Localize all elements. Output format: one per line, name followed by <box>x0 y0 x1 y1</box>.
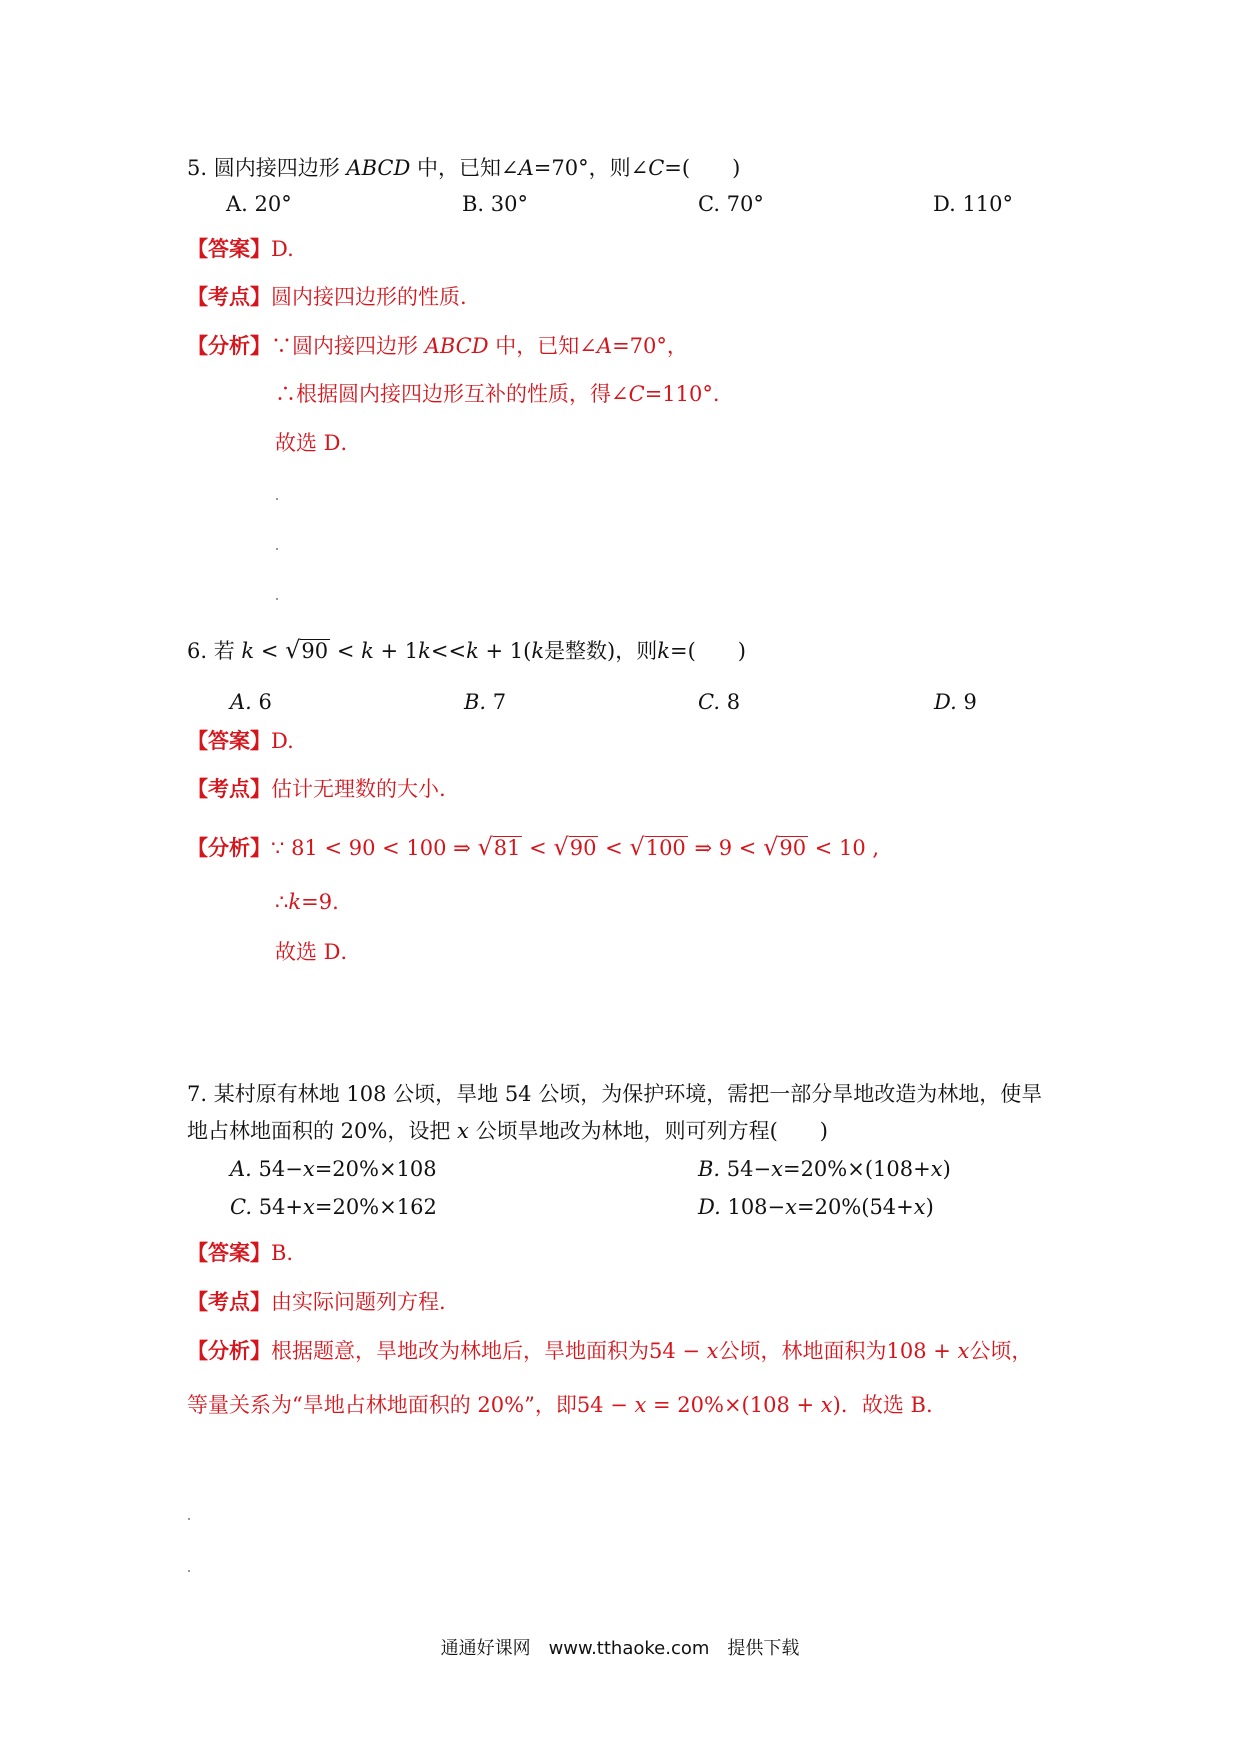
q6-option-b: B. 7 <box>464 690 507 714</box>
q5-option-a: A. 20° <box>226 192 292 216</box>
stray-mark <box>188 1518 190 1520</box>
q5-option-c: C. 70° <box>698 192 764 216</box>
q7-option-a: A. 54−x=20%×108 <box>230 1157 437 1181</box>
q5-answer: 【答案】D. <box>187 236 294 261</box>
q7-analysis-line1: 【分析】根据题意，旱地改为林地后，旱地面积为54 − x公顷，林地面积为108 + x公顷， <box>187 1338 1033 1363</box>
q7-analysis-line2: 等量关系为“旱地占林地面积的 20%”，即54 − x = 20%×(108 + x)．故选 B. <box>187 1393 933 1417</box>
q6-stem: 6. 若 k < √90 < k + 1k<<k + 1(k是整数)，则k=( ) <box>187 636 746 664</box>
sqrt-icon: √ <box>553 833 569 861</box>
q7-point: 【考点】由实际问题列方程. <box>187 1289 446 1314</box>
q5-option-d: D. 110° <box>933 192 1014 216</box>
stray-mark <box>276 548 278 550</box>
q5-stem: 5. 圆内接四边形 ABCD 中，已知∠A=70°，则∠C=( ) <box>187 156 741 180</box>
q6-point: 【考点】估计无理数的大小. <box>187 776 446 801</box>
stray-mark <box>276 498 278 500</box>
q6-analysis-line3: 故选 D． <box>275 940 362 964</box>
q5-point: 【考点】圆内接四边形的性质. <box>187 284 467 309</box>
q5-analysis-line1: 【分析】∵圆内接四边形 ABCD 中，已知∠A=70°， <box>187 333 688 358</box>
stray-mark <box>188 1570 190 1572</box>
q6-option-a: A. 6 <box>230 690 272 714</box>
q7-stem-line2: 地占林地面积的 20%，设把 x 公顷旱地改为林地，则可列方程( ) <box>187 1119 828 1143</box>
q7-answer: 【答案】B. <box>187 1240 294 1265</box>
sqrt-icon: √ <box>629 833 645 861</box>
page-footer: 通通好课网 www.tthaoke.com 提供下载 <box>440 1638 800 1659</box>
q5-analysis-line3: 故选 D． <box>275 431 362 455</box>
q6-option-d: D. 9 <box>934 690 977 714</box>
stray-mark <box>276 598 278 600</box>
q7-stem-line1: 7. 某村原有林地 108 公顷，旱地 54 公顷，为保护环境，需把一部分旱地改造为林地，使旱 <box>187 1082 1043 1106</box>
sqrt-icon: √ <box>477 833 493 861</box>
q7-option-c: C. 54+x=20%×162 <box>230 1195 437 1219</box>
q6-analysis-line2: ∴k=9. <box>275 890 339 914</box>
q5-analysis-line2: ∴根据圆内接四边形互补的性质，得∠C=110°. <box>275 382 720 406</box>
sqrt-icon: √ <box>763 833 779 861</box>
q7-option-d: D. 108−x=20%(54+x) <box>698 1195 934 1219</box>
q6-option-c: C. 8 <box>698 690 741 714</box>
sqrt-icon: √ <box>285 636 301 664</box>
q7-option-b: B. 54−x=20%×(108+x) <box>698 1157 951 1181</box>
q6-analysis-line1: 【分析】∵ 81 < 90 < 100 ⇒ √81 < √90 < √100 ⇒ 9 < √90 < 10 , <box>187 833 880 861</box>
q5-option-b: B. 30° <box>462 192 529 216</box>
q6-answer: 【答案】D. <box>187 728 294 753</box>
